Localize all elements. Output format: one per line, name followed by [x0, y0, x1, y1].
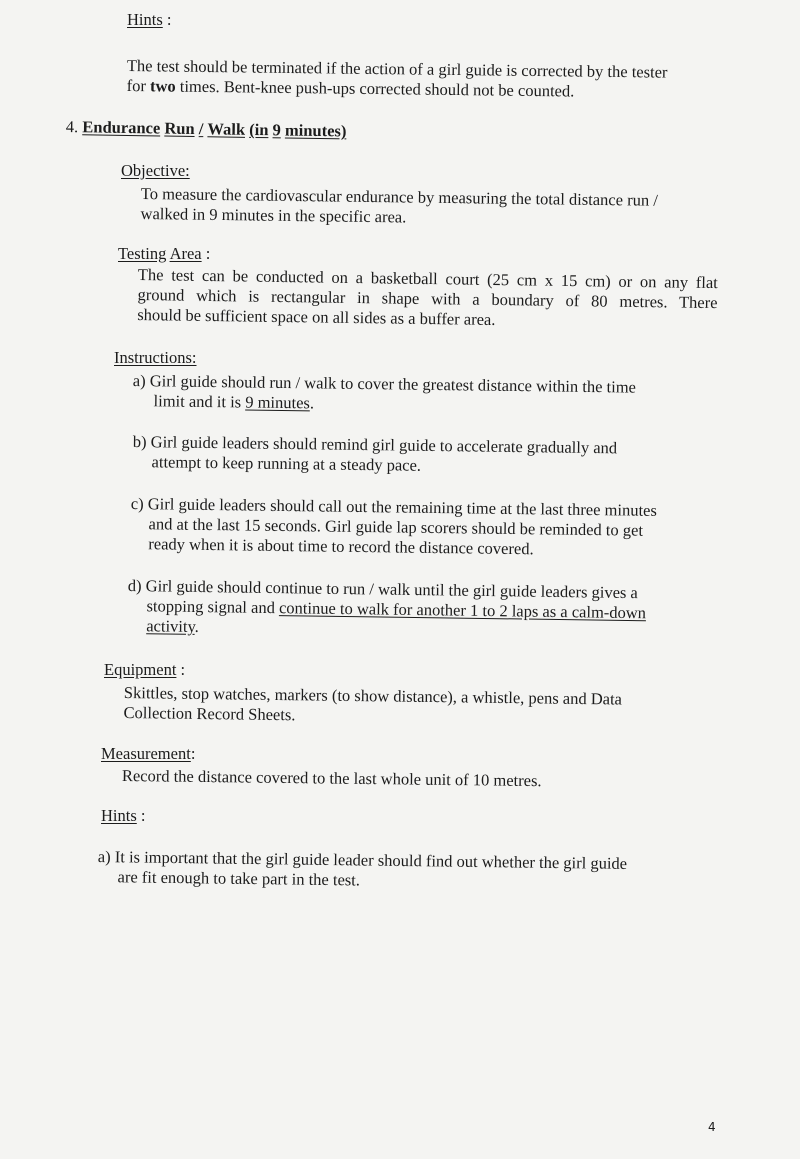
testing-area-heading: Testing Area :	[118, 244, 211, 263]
measurement-body	[122, 766, 542, 791]
section-title-word-6: 9	[272, 120, 282, 140]
instruction-d-line-1: d) Girl guide should continue to run / walk until the girl guide leaders gives a	[127, 576, 638, 603]
testing-area-body	[137, 265, 718, 333]
objective-heading: Objective:	[121, 161, 190, 180]
instruction-b-line-2: attempt to keep running at a steady pace.	[151, 452, 422, 475]
instructions-heading: Instructions:	[114, 348, 197, 367]
section-title-word-2: Run	[164, 118, 195, 139]
hints-line-2: are fit enough to take part in the test.	[117, 867, 361, 890]
hints-heading: Hints :	[101, 806, 146, 825]
instruction-a	[132, 371, 636, 418]
instruction-b	[132, 432, 617, 479]
instruction-d	[127, 576, 646, 644]
section-title-word-4: Walk	[207, 119, 246, 139]
section-title-word-1: Endurance	[82, 117, 161, 138]
section-title	[66, 117, 347, 142]
equipment-body	[123, 683, 622, 730]
objective-line-1: To measure the cardiovascular endurance by measuring the total distance run /	[140, 184, 658, 210]
measurement-heading: Measurement:	[101, 744, 196, 763]
instruction-d-line-3: activity.	[146, 616, 199, 637]
measurement-line-1: Record the distance covered to the last whole unit of 10 metres.	[121, 766, 542, 791]
top-hints-heading: Hints :	[127, 10, 172, 29]
testing-area-line-2: ground which is rectangular in shape with a boundary of 80 metres. There	[137, 285, 718, 313]
section-title-word-5: (in	[249, 119, 269, 140]
equipment-line-2: Collection Record Sheets.	[123, 703, 296, 725]
testing-area-line-3: should be sufficient space on all sides as a buffer area.	[137, 305, 496, 330]
instruction-a-line-2: limit and it is 9 minutes.	[153, 391, 315, 413]
instruction-c-line-1: c) Girl guide leaders should call out the remaining time at the last three minutes	[130, 494, 657, 520]
instruction-a-line-1: a) Girl guide should run / walk to cover the greatest distance within the time	[132, 371, 637, 397]
instruction-c-line-2: and at the last 15 seconds. Girl guide lap scorers should be reminded to get	[148, 514, 644, 540]
top-hints-line-2: for two times. Bent-knee push-ups corrected should not be counted.	[126, 76, 575, 101]
instruction-d-line-2: stopping signal and continue to walk for another 1 to 2 laps as a calm-down	[146, 596, 647, 623]
objective-body	[140, 184, 658, 231]
hints-heading-text: Hints	[127, 10, 163, 29]
top-hints-line-1: The test should be terminated if the action of a girl guide is corrected by the tester	[126, 56, 668, 82]
section-title-word-3: /	[198, 119, 204, 139]
instruction-c	[130, 494, 657, 561]
section-number: 4.	[65, 117, 83, 137]
objective-line-2: walked in 9 minutes in the specific area.	[140, 204, 407, 227]
equipment-heading: Equipment :	[104, 660, 186, 679]
page-number: 4	[708, 1120, 716, 1134]
instruction-b-line-1: b) Girl guide leaders should remind girl guide to accelerate gradually and	[132, 432, 618, 458]
top-hints-body	[127, 56, 668, 103]
instruction-c-line-3: ready when it is about time to record the distance covered.	[148, 534, 534, 559]
equipment-line-1: Skittles, stop watches, markers (to show distance), a whistle, pens and Data	[123, 683, 623, 709]
testing-area-line-1: The test can be conducted on a basketball court (25 cm x 15 cm) or on any flat	[137, 265, 718, 293]
hints-line-1: a) It is important that the girl guide leader should find out whether the girl guide	[97, 847, 628, 873]
section-title-word-7: minutes)	[284, 120, 347, 141]
hints-body	[97, 847, 627, 894]
